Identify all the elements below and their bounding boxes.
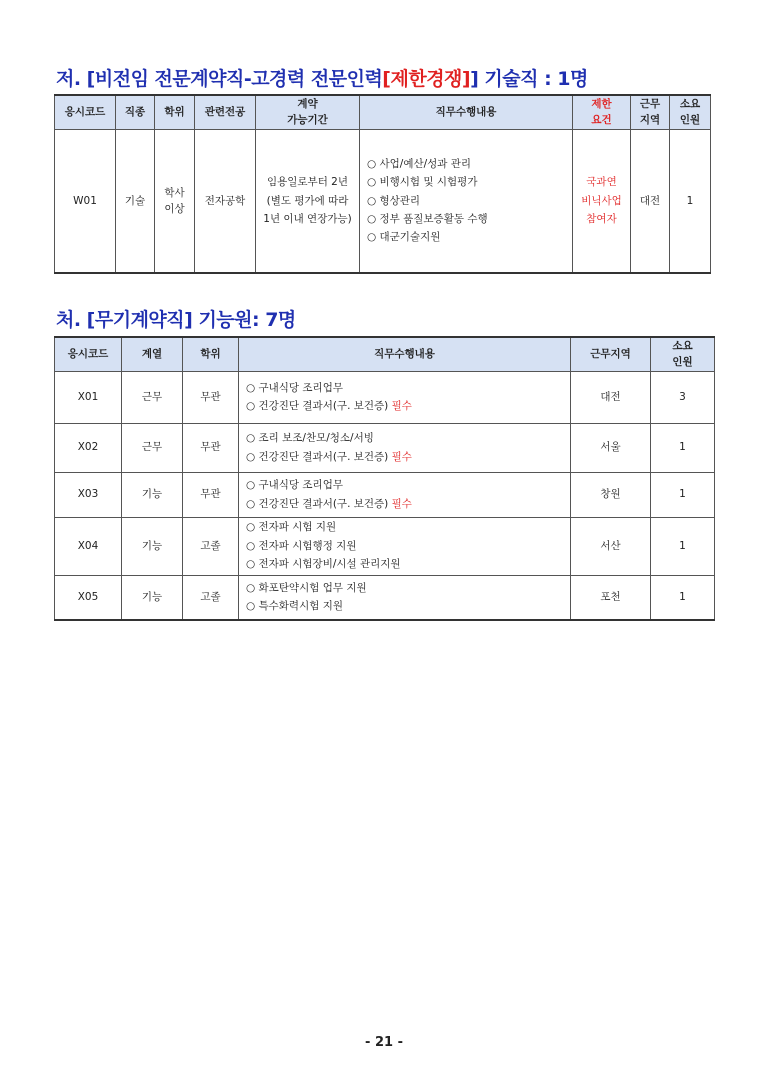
header-code: 응시코드 <box>55 95 116 129</box>
header-region <box>631 95 670 129</box>
duty-line: ○ 형상관리 <box>367 194 421 207</box>
cell-region: 대전 <box>631 129 670 273</box>
header-duty: 직무수행내용 <box>360 95 573 129</box>
cell-period-line3: 1년 이내 연장가능) <box>263 212 352 225</box>
header-count-line2: 인원 <box>679 114 701 127</box>
cell-duty <box>239 423 571 472</box>
section1-title-highlight: [제한경쟁] <box>382 68 471 90</box>
cell-job: 기술 <box>116 129 155 273</box>
header-count-line1: 소요 <box>679 98 701 110</box>
header-count <box>670 95 711 129</box>
cell-duty <box>239 517 571 575</box>
header-restrict-line2: 요건 <box>591 114 612 127</box>
cell-region: 대전 <box>571 371 651 423</box>
header-period-line2: 가능기간 <box>287 114 328 127</box>
table-row <box>55 517 715 575</box>
duty-line: ○ 구내식당 조리업무 <box>246 479 343 492</box>
table-row <box>55 472 715 517</box>
cell-code: W01 <box>55 129 116 273</box>
section1-header-row <box>55 95 711 129</box>
cell-degree-line1: 학사 <box>164 186 185 199</box>
header-degree: 학위 <box>183 337 239 371</box>
section2-title: 처. [무기계약직] 기능원: 7명 <box>56 309 296 331</box>
header-restrict <box>573 95 631 129</box>
duty-text: ○ 건강진단 결과서(구. 보건증) <box>246 450 389 463</box>
header-code: 응시코드 <box>55 337 122 371</box>
cell-degree: 고졸 <box>183 575 239 620</box>
required-badge: 필수 <box>391 400 412 413</box>
duty-line: ○ 화포탄약시험 업무 지원 <box>246 581 367 594</box>
header-restrict-line1: 제한 <box>591 98 612 110</box>
cell-code: X02 <box>55 423 122 472</box>
duty-line: ○ 정부 품질보증활동 수행 <box>367 212 488 225</box>
cell-period-line1: 임용일로부터 2년 <box>266 176 349 189</box>
header-job: 직종 <box>116 95 155 129</box>
cell-count: 1 <box>651 423 715 472</box>
table-row <box>55 371 715 423</box>
duty-line: ○ 사업/예산/성과 관리 <box>367 157 472 170</box>
cell-major: 전자공학 <box>195 129 256 273</box>
header-period <box>256 95 360 129</box>
cell-region: 서산 <box>571 517 651 575</box>
duty-line: ○ 특수화력시험 지원 <box>246 600 343 613</box>
section1-table <box>54 94 711 274</box>
required-badge: 필수 <box>391 450 412 463</box>
header-duty: 직무수행내용 <box>239 337 571 371</box>
cell-code: X03 <box>55 472 122 517</box>
header-degree: 학위 <box>155 95 195 129</box>
cell-duty <box>239 371 571 423</box>
duty-line <box>246 448 570 466</box>
duty-line: ○ 대군기술지원 <box>367 231 441 244</box>
table-row <box>55 575 715 620</box>
duty-line: ○ 조리 보조/찬모/청소/서빙 <box>246 432 374 445</box>
section2-header-row <box>55 337 715 371</box>
cell-degree: 무관 <box>183 472 239 517</box>
required-badge: 필수 <box>391 497 412 510</box>
cell-restrict <box>573 129 631 273</box>
section2-table <box>54 336 715 621</box>
cell-duty <box>239 575 571 620</box>
cell-code: X04 <box>55 517 122 575</box>
duty-line <box>246 495 570 513</box>
duty-text: ○ 건강진단 결과서(구. 보건증) <box>246 400 389 413</box>
section1-title-suffix: ] 기술직 : 1명 <box>470 68 588 90</box>
cell-region: 창원 <box>571 472 651 517</box>
cell-region: 포천 <box>571 575 651 620</box>
duty-line: ○ 전자파 시험행정 지원 <box>246 539 357 552</box>
header-count-line1: 소요 <box>672 340 693 352</box>
cell-count: 3 <box>651 371 715 423</box>
cell-restrict-line3: 참여자 <box>586 212 617 225</box>
cell-restrict-line1: 국과연 <box>586 176 617 189</box>
cell-degree: 무관 <box>183 423 239 472</box>
header-major: 관련전공 <box>195 95 256 129</box>
duty-text: ○ 건강진단 결과서(구. 보건증) <box>246 497 389 510</box>
cell-series: 기능 <box>122 517 183 575</box>
cell-count: 1 <box>651 575 715 620</box>
cell-degree-line2: 이상 <box>164 202 185 215</box>
cell-series: 근무 <box>122 423 183 472</box>
page-number: - 21 - <box>365 1035 403 1050</box>
cell-degree: 무관 <box>183 371 239 423</box>
duty-line: ○ 전자파 시험장비/시설 관리지원 <box>246 558 401 571</box>
section1-title <box>56 64 588 91</box>
cell-duty <box>360 129 573 273</box>
header-region-line1: 근무 <box>639 98 661 110</box>
cell-series: 기능 <box>122 575 183 620</box>
cell-degree: 고졸 <box>183 517 239 575</box>
cell-duty <box>239 472 571 517</box>
cell-restrict-line2: 비닉사업 <box>581 194 622 207</box>
duty-line <box>246 397 570 415</box>
section1-title-prefix: 저. [비전임 전문계약직-고경력 전문인력 <box>56 68 383 90</box>
cell-series: 근무 <box>122 371 183 423</box>
cell-period-line2: (별도 평가에 따라 <box>266 194 349 207</box>
duty-line: ○ 전자파 시험 지원 <box>246 521 337 534</box>
header-series: 계열 <box>122 337 183 371</box>
cell-count: 1 <box>670 129 711 273</box>
cell-code: X01 <box>55 371 122 423</box>
table-row <box>55 423 715 472</box>
header-region-line2: 지역 <box>639 114 661 127</box>
duty-line: ○ 비행시험 및 시험평가 <box>367 176 478 189</box>
cell-code: X05 <box>55 575 122 620</box>
cell-count: 1 <box>651 517 715 575</box>
header-period-line1: 계약 <box>297 98 318 110</box>
cell-count: 1 <box>651 472 715 517</box>
header-count <box>651 337 715 371</box>
header-region: 근무지역 <box>571 337 651 371</box>
table-row <box>55 129 711 273</box>
cell-degree <box>155 129 195 273</box>
cell-series: 기능 <box>122 472 183 517</box>
duty-line: ○ 구내식당 조리업무 <box>246 381 343 394</box>
cell-region: 서울 <box>571 423 651 472</box>
cell-period <box>256 129 360 273</box>
header-count-line2: 인원 <box>672 356 693 369</box>
